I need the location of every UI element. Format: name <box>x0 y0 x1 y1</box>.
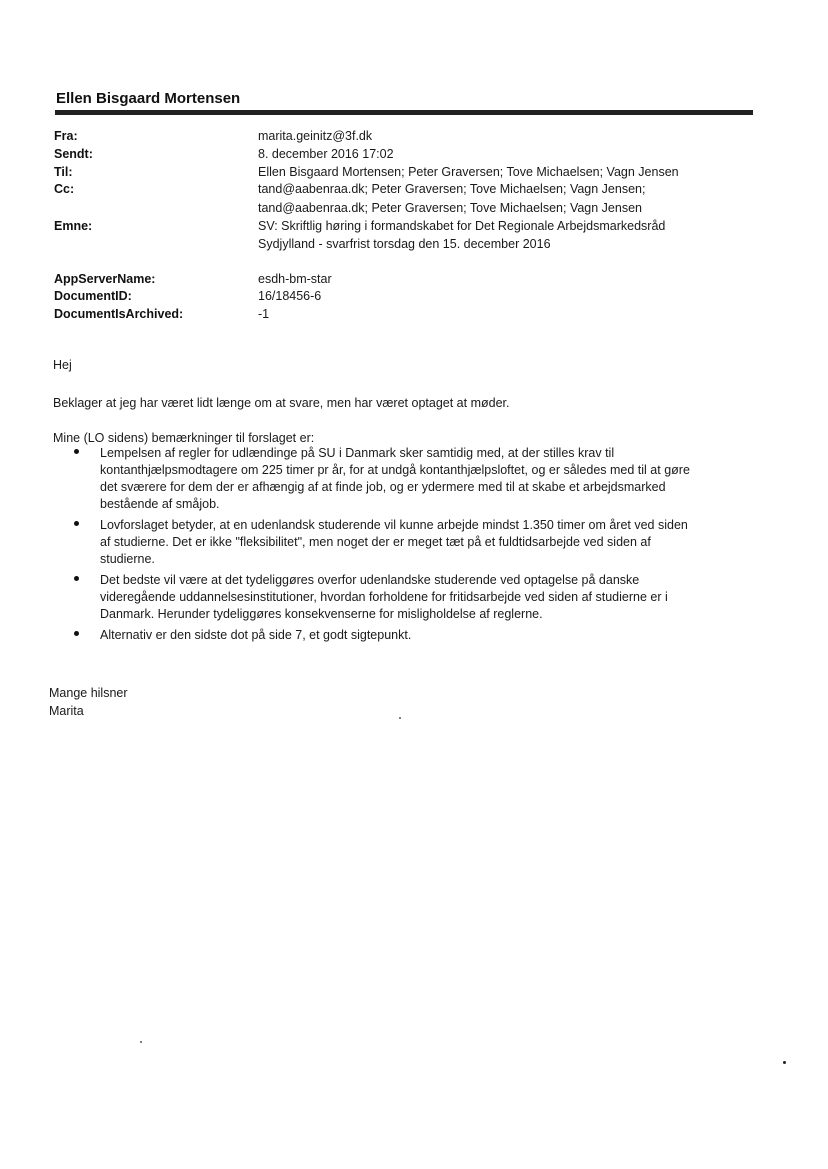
app-server-label: AppServerName: <box>54 272 156 286</box>
bullet-line: Lempelsen af regler for udlændinge på SU i Danmark sker samtidig med, at der stilles krav til <box>100 446 615 460</box>
scan-speck <box>783 1061 786 1064</box>
cc-label: Cc: <box>54 182 75 196</box>
intro-text: Mine (LO sidens) bemærkninger til forslaget er: <box>53 431 315 445</box>
sent-label: Sendt: <box>54 147 93 161</box>
greeting: Hej <box>53 358 72 372</box>
bullet-line: Alternativ er den sidste dot på side 7, et godt sigtepunkt. <box>100 628 412 642</box>
bullet-icon <box>74 576 79 581</box>
app-server-value: esdh-bm-star <box>258 272 332 286</box>
signature: Marita <box>49 704 84 718</box>
to-label: Til: <box>54 165 73 179</box>
list-item <box>68 572 758 623</box>
subject-label: Emne: <box>54 219 93 233</box>
bullet-line: videregående uddannelsesinstitutioner, hvordan forholdene for fritidsarbejde ved siden af studierne er i <box>100 590 668 604</box>
list-item <box>68 627 758 644</box>
bullet-icon <box>74 521 79 526</box>
closing: Mange hilsner <box>49 686 128 700</box>
archived-label: DocumentIsArchived: <box>54 307 184 321</box>
header-name: Ellen Bisgaard Mortensen <box>56 90 241 107</box>
scan-speck <box>140 1041 142 1043</box>
list-item <box>68 517 758 568</box>
to-value: Ellen Bisgaard Mortensen; Peter Graversen; Tove Michaelsen; Vagn Jensen <box>258 165 679 179</box>
subject-line1: SV: Skriftlig høring i formandskabet for Det Regionale Arbejdsmarkedsråd <box>258 219 666 233</box>
bullet-line: af studierne. Det er ikke "fleksibilitet", men noget der er meget tæt på et fuldtidsarbejde ved siden af <box>100 535 651 549</box>
from-label: Fra: <box>54 129 78 143</box>
header-rule <box>55 110 753 115</box>
bullet-line: kontanthjælpsmodtagere om 225 timer pr år, for at undgå kontanthjælpsloftet, og er således med til at gøre <box>100 463 690 477</box>
bullet-line: det sværere for dem der er afhængig af at finde job, og er ydermere med til at skabe et arbejdsmarked <box>100 480 666 494</box>
bullet-line: Det bedste vil være at det tydeliggøres overfor udenlandske studerende ved optagelse på danske <box>100 573 640 587</box>
document-id-value: 16/18456-6 <box>258 289 322 303</box>
bullet-line: studierne. <box>100 552 155 566</box>
bullet-line: Lovforslaget betyder, at en udenlandsk studerende vil kunne arbejde mindst 1.350 timer om året ved siden <box>100 518 688 532</box>
document-id-label: DocumentID: <box>54 289 132 303</box>
cc-value-line1: tand@aabenraa.dk; Peter Graversen; Tove Michaelsen; Vagn Jensen; <box>258 182 646 196</box>
bullet-line: bestående af småjob. <box>100 497 220 511</box>
bullet-icon <box>74 631 79 636</box>
apology-text: Beklager at jeg har været lidt længe om at svare, men har været optaget at møder. <box>53 396 510 410</box>
remarks-list <box>68 445 758 648</box>
archived-value: -1 <box>258 307 270 321</box>
bullet-icon <box>74 449 79 454</box>
scan-speck <box>399 717 401 719</box>
cc-value-line2: tand@aabenraa.dk; Peter Graversen; Tove Michaelsen; Vagn Jensen <box>258 201 642 215</box>
list-item <box>68 445 758 513</box>
from-value: marita.geinitz@3f.dk <box>258 129 373 143</box>
bullet-line: Danmark. Herunder tydeliggøres konsekvenserne for misligholdelse af reglerne. <box>100 607 543 621</box>
subject-line2: Sydjylland - svarfrist torsdag den 15. december 2016 <box>258 237 551 251</box>
sent-value: 8. december 2016 17:02 <box>258 147 394 161</box>
